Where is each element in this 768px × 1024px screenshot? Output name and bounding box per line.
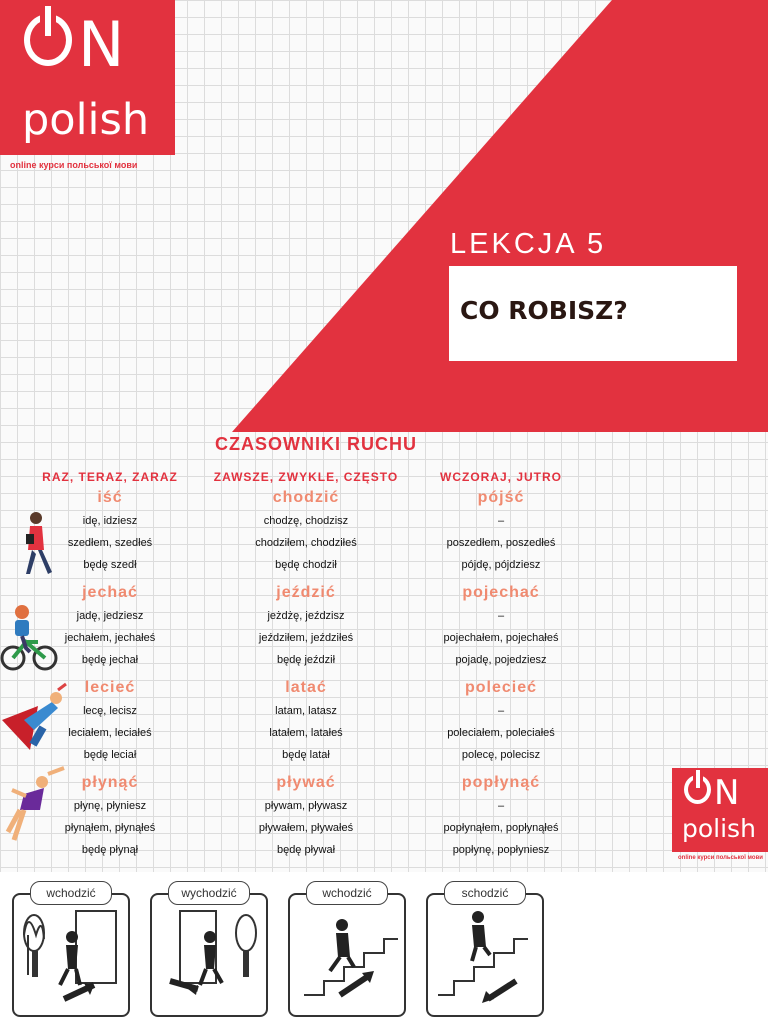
flying-hero-icon xyxy=(0,680,70,754)
logo-n-letter: N xyxy=(78,8,127,81)
verb-form: jadę, jedziesz xyxy=(76,610,144,622)
verb-form: – xyxy=(497,800,505,812)
card-door-exit xyxy=(150,893,268,1017)
verb-form: będę jechał xyxy=(81,654,139,666)
verb-form: jeżdżę, jeździsz xyxy=(267,610,345,622)
verb-form: jechałem, jechałeś xyxy=(64,632,156,644)
lesson-label: LEKCJA 5 xyxy=(450,228,607,260)
verb-form: chodzę, chodzisz xyxy=(263,515,349,527)
logo-polish-word: polish xyxy=(22,95,150,145)
verb-form: pojadę, pojedziesz xyxy=(455,654,547,666)
verb-form: jeździłem, jeździłeś xyxy=(258,632,354,644)
verb-form: idę, idziesz xyxy=(82,515,138,527)
verb-form: popłynąłem, popłynąłeś xyxy=(443,822,559,834)
card-label-wchodzic: wchodzić xyxy=(30,881,112,905)
verb-heading: lecieć xyxy=(84,679,136,696)
verb-form: – xyxy=(497,705,505,717)
card-stairs-down xyxy=(426,893,544,1017)
stairs-down-scene xyxy=(428,895,542,1015)
walking-woman-icon xyxy=(14,508,58,578)
verb-heading: jeździć xyxy=(276,584,336,601)
onpolish-logo-small xyxy=(672,768,768,852)
verb-form: płynę, płyniesz xyxy=(73,800,147,812)
verb-form: będę pływał xyxy=(276,844,336,856)
verb-heading: iść xyxy=(97,489,123,506)
verb-form: będę szedł xyxy=(83,559,137,571)
verb-heading: pojechać xyxy=(462,584,540,601)
verb-heading: latać xyxy=(285,679,327,696)
card-stairs-up xyxy=(288,893,406,1017)
verb-form: polecę, polecisz xyxy=(461,749,541,761)
verb-heading: pójść xyxy=(477,489,525,506)
verb-form: będę płynął xyxy=(81,844,139,856)
card-label-wchodzic-stairs: wchodzić xyxy=(306,881,388,905)
verb-form: szedłem, szedłeś xyxy=(67,537,153,549)
cyclist-icon xyxy=(0,602,58,672)
verb-form: będę latał xyxy=(282,749,330,761)
logo-small-polish-word: polish xyxy=(682,814,756,843)
verb-heading: chodzić xyxy=(272,489,340,506)
verb-form: poleciałem, poleciałeś xyxy=(447,727,555,739)
onpolish-logo xyxy=(0,0,175,155)
verb-form: latałem, latałeś xyxy=(269,727,343,739)
power-icon xyxy=(684,775,711,804)
verb-form: pójdę, pójdziesz xyxy=(461,559,541,571)
logo-subtitle: online курси польської мови xyxy=(10,160,138,170)
verb-heading: polecieć xyxy=(464,679,538,696)
verb-form: pływam, pływasz xyxy=(264,800,348,812)
power-icon xyxy=(24,14,72,66)
verb-form: leciałem, leciałeś xyxy=(68,727,152,739)
swimmer-icon xyxy=(0,766,70,842)
verb-form: pojechałem, pojechałeś xyxy=(443,632,559,644)
verb-form: będę leciał xyxy=(83,749,137,761)
logo-small-subtitle: online курси польської мови xyxy=(678,855,763,861)
column-header-usually: ZAWSZE, ZWYKLE, CZĘSTO xyxy=(213,470,399,484)
verb-form: płynąłem, płynąłeś xyxy=(64,822,156,834)
verb-form: będę chodził xyxy=(275,559,337,571)
verb-heading: pływać xyxy=(276,774,336,791)
card-label-schodzic: schodzić xyxy=(444,881,526,905)
logo-small-on-mark xyxy=(684,772,741,814)
verb-form: poszedłem, poszedłeś xyxy=(446,537,556,549)
logo-small-n-letter: N xyxy=(714,773,742,813)
verb-heading: jechać xyxy=(82,584,138,601)
verb-form: chodziłem, chodziłeś xyxy=(255,537,357,549)
verb-form: będę jeździł xyxy=(276,654,336,666)
verb-form: pływałem, pływałeś xyxy=(258,822,354,834)
verb-form: – xyxy=(497,515,505,527)
verb-form: – xyxy=(497,610,505,622)
door-enter-scene xyxy=(14,895,128,1015)
verb-form: lecę, lecisz xyxy=(83,705,137,717)
column-header-now: RAZ, TERAZ, ZARAZ xyxy=(42,470,178,484)
logo-on-mark xyxy=(24,6,126,84)
lesson-title-box xyxy=(449,266,737,361)
stairs-up-scene xyxy=(290,895,404,1015)
column-header-yesterday-tomorrow: WCZORAJ, JUTRO xyxy=(440,470,562,484)
lesson-title: CO ROBISZ? xyxy=(460,296,628,325)
card-door-enter xyxy=(12,893,130,1017)
door-exit-scene xyxy=(152,895,266,1015)
verb-form: latam, latasz xyxy=(275,705,337,717)
section-title: CZASOWNIKI RUCHU xyxy=(215,434,417,454)
verb-heading: płynąć xyxy=(81,774,139,791)
card-label-wychodzic: wychodzić xyxy=(168,881,250,905)
verb-heading: popłynąć xyxy=(461,774,541,791)
verb-form: popłynę, popłyniesz xyxy=(452,844,550,856)
